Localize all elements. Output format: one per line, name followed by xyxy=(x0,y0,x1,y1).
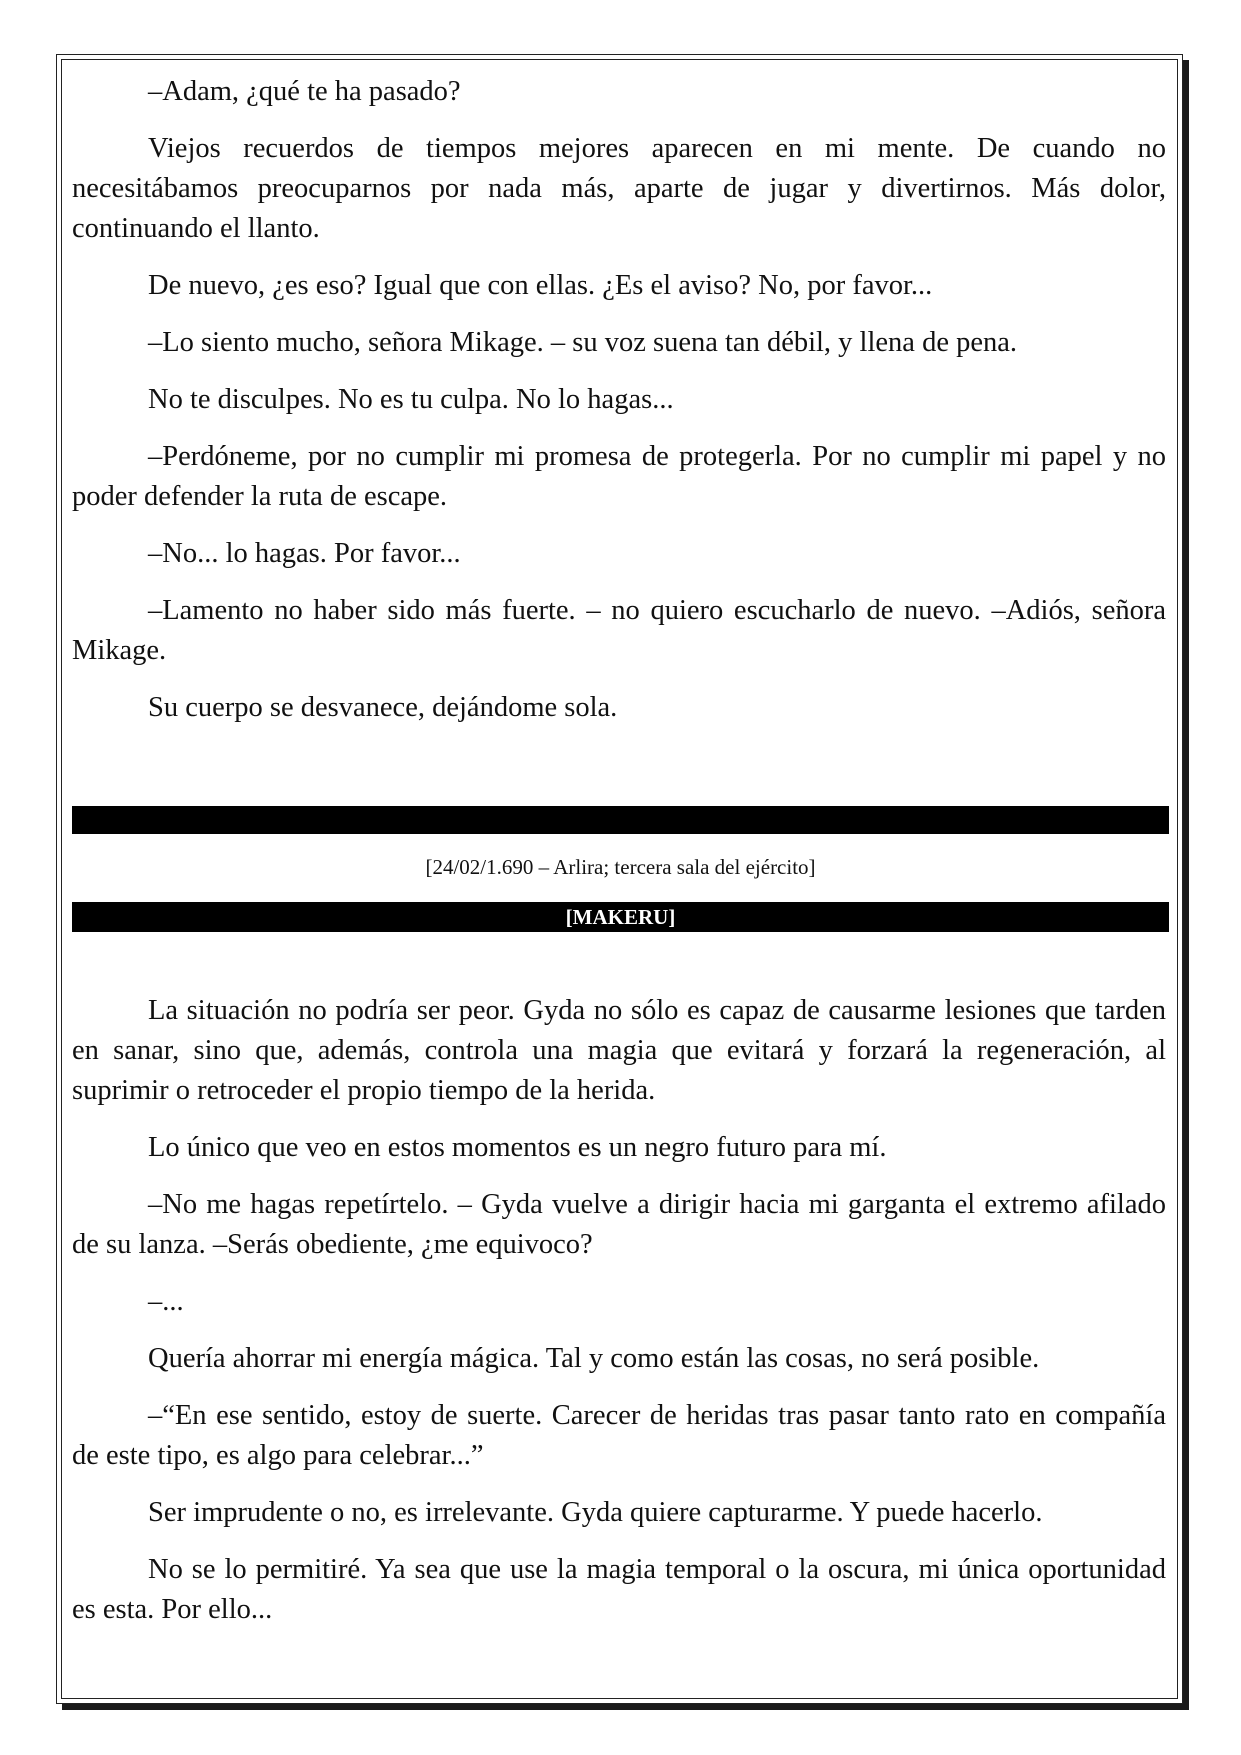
divider-bar xyxy=(72,806,1169,834)
paragraph: Su cuerpo se desvanece, dejándome sola. xyxy=(148,692,618,723)
section-makeru-text xyxy=(72,991,1166,1647)
paragraph: Viejos recuerdos de tiempos mejores aparecen en mi mente. De cuando no necesitábamos preocuparnos por nada más, aparte de jugar y divertirnos. Más dolor, continuando el llanto. xyxy=(72,133,1166,244)
paragraph: –“En ese sentido, estoy de suerte. Carecer de heridas tras pasar tanto rato en compañía de este tipo, es algo para celebrar...” xyxy=(72,1400,1166,1471)
paragraph: –... xyxy=(148,1286,184,1317)
paragraph: –Perdóneme, por no cumplir mi promesa de protegerla. Por no cumplir mi papel y no poder defender la ruta de escape. xyxy=(72,441,1166,512)
paragraph: –No me hagas repetírtelo. – Gyda vuelve a dirigir hacia mi garganta el extremo afilado de su lanza. –Serás obediente, ¿me equivoco? xyxy=(72,1189,1166,1260)
paragraph: –Lamento no haber sido más fuerte. – no quiero escucharlo de nuevo. –Adiós, señora Mikage. xyxy=(72,595,1166,666)
paragraph: De nuevo, ¿es eso? Igual que con ellas. ¿Es el aviso? No, por favor... xyxy=(148,270,933,301)
paragraph: No se lo permitiré. Ya sea que use la magia temporal o la oscura, mi única oportunidad es esta. Por ello... xyxy=(72,1554,1166,1625)
date-location-header: [24/02/1.690 – Arlira; tercera sala del ejército] xyxy=(425,855,816,879)
character-name-bar: [MAKERU] xyxy=(72,902,1169,932)
section-mikage-text xyxy=(72,72,1166,745)
paragraph: La situación no podría ser peor. Gyda no sólo es capaz de causarme lesiones que tarden en sanar, sino que, además, controla una magia que evitará y forzará la regeneración, al suprimir o retroceder el propio tiempo de la herida. xyxy=(72,995,1166,1106)
paragraph: –Adam, ¿qué te ha pasado? xyxy=(148,76,461,107)
paragraph: –No... lo hagas. Por favor... xyxy=(148,538,461,569)
paragraph: Quería ahorrar mi energía mágica. Tal y como están las cosas, no será posible. xyxy=(148,1343,1040,1374)
paragraph: Lo único que veo en estos momentos es un negro futuro para mí. xyxy=(148,1132,887,1163)
paragraph: No te disculpes. No es tu culpa. No lo hagas... xyxy=(148,384,674,415)
paragraph: –Lo siento mucho, señora Mikage. – su voz suena tan débil, y llena de pena. xyxy=(148,327,1018,358)
paragraph: Ser imprudente o no, es irrelevante. Gyda quiere capturarme. Y puede hacerlo. xyxy=(148,1497,1043,1528)
